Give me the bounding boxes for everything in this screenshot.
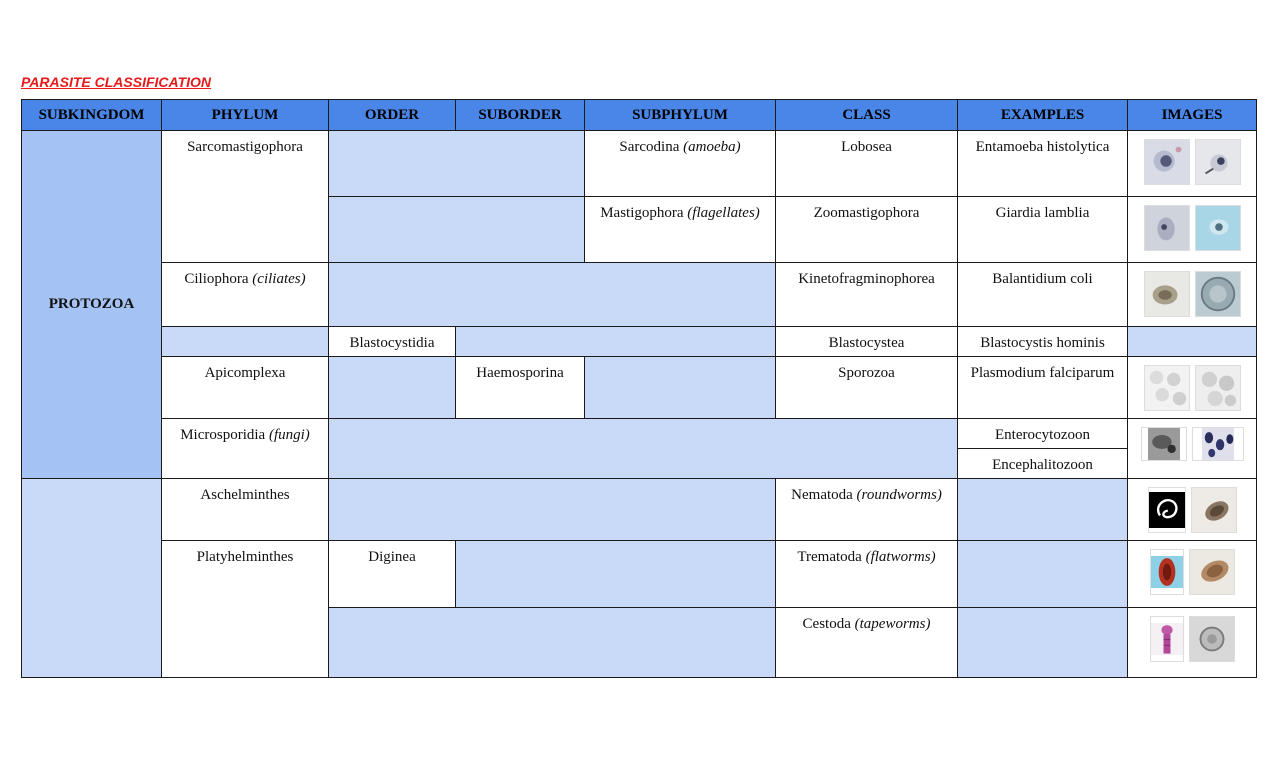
class-label: Nematoda [791, 487, 853, 503]
suborder-cell [456, 357, 585, 419]
order-cell [329, 541, 456, 608]
example-cell [958, 131, 1128, 197]
header-subphylum: SUBPHYLUM [585, 100, 776, 131]
table-row [22, 419, 1257, 449]
subkingdom-label: PROTOZOA [48, 296, 135, 312]
empty-cell [22, 479, 162, 678]
class-label: Cestoda [802, 616, 851, 632]
subkingdom-cell [22, 131, 162, 479]
images-cell [1128, 357, 1257, 419]
phylum-cell [162, 479, 329, 541]
micrograph-image [1144, 271, 1190, 317]
empty-cell [329, 608, 776, 678]
order-label: Diginea [368, 549, 416, 565]
class-cell [776, 263, 958, 327]
micrograph-image [1195, 205, 1241, 251]
subphylum-cell [585, 131, 776, 197]
class-note: (roundworms) [856, 487, 942, 503]
images-cell [1128, 608, 1257, 678]
subphylum-label: Sarcodina [619, 139, 680, 155]
table-row [22, 131, 1257, 197]
micrograph-image [1144, 205, 1190, 251]
example-label: Plasmodium falciparum [970, 365, 1115, 381]
micrograph-image [1189, 616, 1235, 662]
example-cell [958, 357, 1128, 419]
micrograph-image [1150, 616, 1184, 662]
class-label: Kinetofragminophorea [798, 271, 935, 287]
phylum-label: Aschelminthes [200, 487, 290, 503]
table-row [22, 327, 1257, 357]
images-cell [1128, 541, 1257, 608]
suborder-label: Haemosporina [476, 365, 564, 381]
empty-cell [329, 131, 585, 197]
subphylum-cell [585, 197, 776, 263]
images-cell [1128, 197, 1257, 263]
micrograph-image [1144, 139, 1190, 185]
phylum-label: Apicomplexa [204, 365, 286, 381]
class-cell [776, 357, 958, 419]
table-row [22, 263, 1257, 327]
empty-cell [958, 541, 1128, 608]
micrograph-image [1192, 427, 1244, 461]
micrograph-image [1191, 487, 1237, 533]
empty-cell [958, 608, 1128, 678]
phylum-cell [162, 263, 329, 327]
class-label: Zoomastigophora [813, 205, 920, 221]
empty-cell [958, 479, 1128, 541]
micrograph-image [1189, 549, 1235, 595]
subphylum-note: (amoeba) [683, 139, 741, 155]
micrograph-image [1195, 139, 1241, 185]
class-cell [776, 479, 958, 541]
example-cell [958, 327, 1128, 357]
class-note: (tapeworms) [854, 616, 931, 632]
header-suborder: SUBORDER [456, 100, 585, 131]
header-class: CLASS [776, 100, 958, 131]
example-label: Enterocytozoon [995, 427, 1090, 443]
classification-table [21, 99, 1257, 678]
phylum-label: Ciliophora [184, 271, 249, 287]
micrograph-image [1148, 487, 1186, 533]
header-examples: EXAMPLES [958, 100, 1128, 131]
header-row [22, 100, 1257, 131]
phylum-cell [162, 131, 329, 263]
table-row [22, 479, 1257, 541]
example-label: Encephalitozoon [992, 457, 1093, 473]
micrograph-image [1141, 427, 1187, 461]
example-cell [958, 419, 1128, 449]
class-cell [776, 541, 958, 608]
micrograph-image [1150, 549, 1184, 595]
empty-cell [162, 327, 329, 357]
class-label: Trematoda [797, 549, 862, 565]
header-phylum: PHYLUM [162, 100, 329, 131]
micrograph-image [1144, 365, 1190, 411]
class-cell [776, 327, 958, 357]
class-label: Blastocystea [828, 335, 905, 351]
phylum-cell [162, 541, 329, 678]
empty-cell [329, 263, 776, 327]
example-label: Giardia lamblia [995, 205, 1090, 221]
table-row [22, 541, 1257, 608]
order-cell [329, 327, 456, 357]
images-cell [1128, 419, 1257, 479]
images-cell [1128, 479, 1257, 541]
example-cell [958, 449, 1128, 479]
class-note: (flatworms) [865, 549, 936, 565]
phylum-label: Microsporidia [180, 427, 266, 443]
order-label: Blastocystidia [349, 335, 435, 351]
page-title: PARASITE CLASSIFICATION [21, 74, 212, 90]
phylum-label: Platyhelminthes [196, 549, 294, 565]
empty-cell [329, 357, 456, 419]
class-cell [776, 197, 958, 263]
micrograph-image [1195, 271, 1241, 317]
header-order: ORDER [329, 100, 456, 131]
phylum-cell [162, 357, 329, 419]
class-label: Lobosea [841, 139, 892, 155]
images-cell [1128, 131, 1257, 197]
example-label: Balantidium coli [992, 271, 1093, 287]
empty-cell [1128, 327, 1257, 357]
header-subkingdom: SUBKINGDOM [22, 100, 162, 131]
example-label: Entamoeba histolytica [975, 139, 1110, 155]
phylum-cell [162, 419, 329, 479]
phylum-note: (ciliates) [252, 271, 306, 287]
phylum-label: Sarcomastigophora [187, 139, 303, 155]
subphylum-label: Mastigophora [600, 205, 684, 221]
example-cell [958, 263, 1128, 327]
class-label: Sporozoa [838, 365, 895, 381]
table-row [22, 357, 1257, 419]
example-cell [958, 197, 1128, 263]
subphylum-note: (flagellates) [687, 205, 760, 221]
example-label: Blastocystis hominis [980, 335, 1105, 351]
empty-cell [329, 419, 958, 479]
images-cell [1128, 263, 1257, 327]
empty-cell [585, 357, 776, 419]
header-images: IMAGES [1128, 100, 1257, 131]
empty-cell [329, 197, 585, 263]
empty-cell [456, 327, 776, 357]
class-cell [776, 131, 958, 197]
phylum-note: (fungi) [268, 427, 310, 443]
empty-cell [456, 541, 776, 608]
micrograph-image [1195, 365, 1241, 411]
class-cell [776, 608, 958, 678]
empty-cell [329, 479, 776, 541]
